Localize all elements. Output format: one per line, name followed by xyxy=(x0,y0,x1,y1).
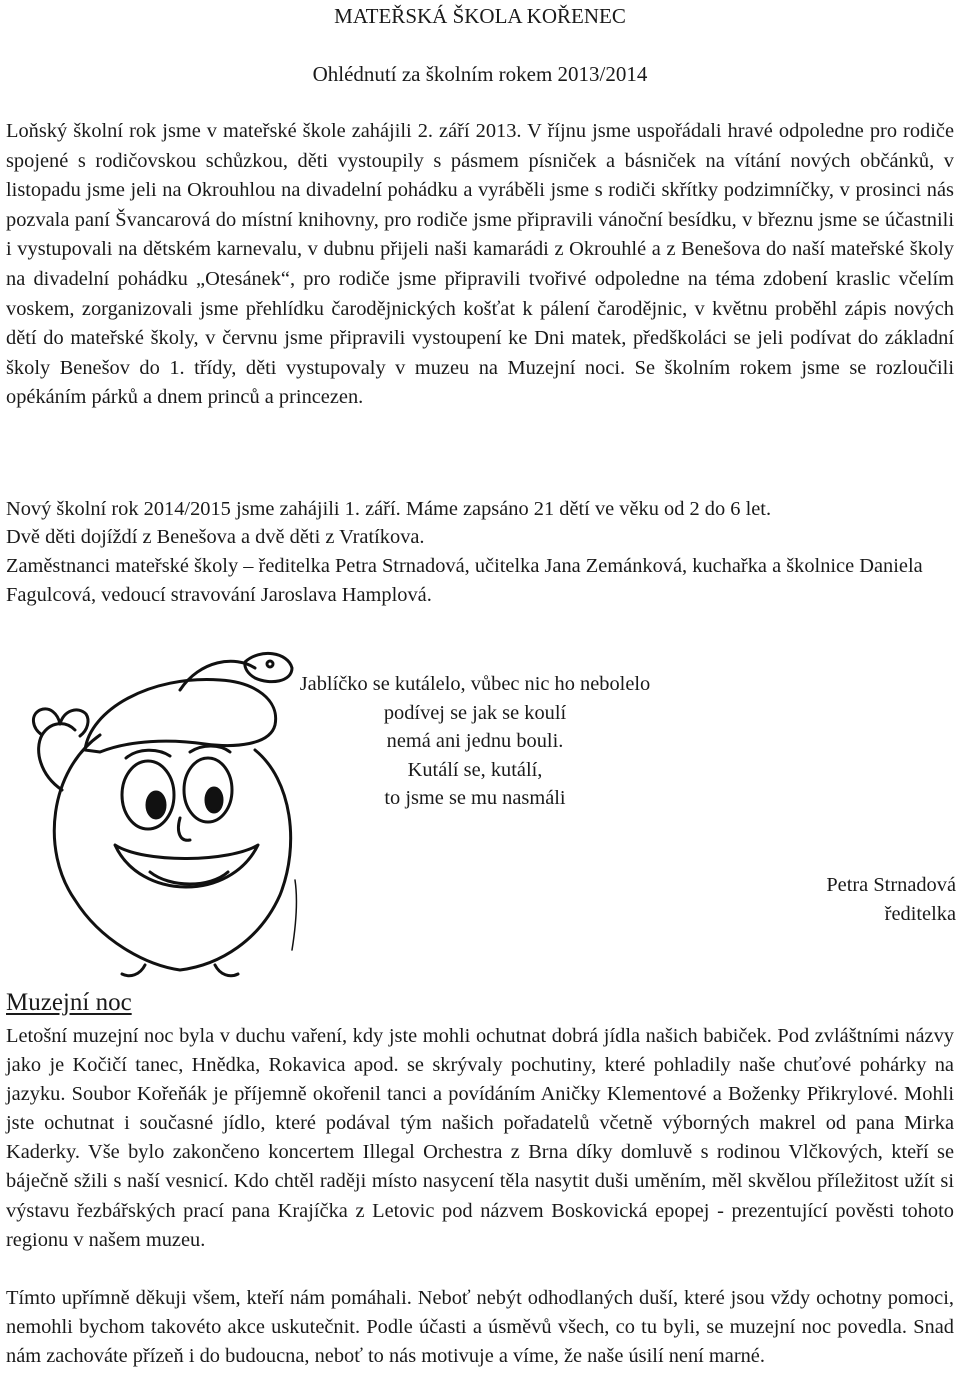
document-title: MATEŘSKÁ ŠKOLA KOŘENEC xyxy=(334,4,626,28)
poem-line: Jablíčko se kutálelo, vůbec nic ho nebolelo xyxy=(299,673,651,695)
museum-heading: Muzejní noc xyxy=(6,989,132,1016)
signature-role: ředitelka xyxy=(884,903,956,925)
signature-name: Petra Strnadová xyxy=(826,874,956,896)
museum-paragraph: Letošní muzejní noc byla v duchu vaření, kdy jste mohli ochutnat dobrá jídla našich babiček. Pod zvláštními názvy jako je Kočičí tanec, Hnědka, Rokavica apod. se skrývaly pochutiny, které pohladily naše chuťové pohárky na jazyku. Soubor Kořeňák je příjemně okořenil tanci a povídáním Aničky Klementové a Boženky Přikrylové. Mohli jste ochutnat i současné jídlo, které podával tým našich pořadatelů včetně výborných makrel od pana Mirka Kaderky. Vše bylo zakončeno koncertem Illegal Orchestra z Brna díky domluvě s rodinou Vlčkových, kteří se báječně sžili s naší vesnicí. Kdo chtěl raději místo nasycení těla nasytit duši uměním, měl skvělou příležitost užít si výstavu řezbářských prací pana Krajíčka z Letovic pod názvem Boskovická epopej - prezentující pověsti tohoto regionu v našem muzeu. xyxy=(6,1025,954,1251)
signature-block xyxy=(700,871,956,929)
poem xyxy=(240,670,710,813)
poem-line: podívej se jak se koulí xyxy=(383,701,567,724)
staff-paragraph: Zaměstnanci mateřské školy – ředitelka Petra Strnadová, učitelka Jana Zemánková, kuchařka a školnice Daniela Fagulcová, vedoucí stravování Jaroslava Hamplová. xyxy=(6,555,923,606)
new-year-line: Nový školní rok 2014/2015 jsme zahájili 1. září. Máme zapsáno 21 dětí ve věku od 2 do 6 let. xyxy=(6,498,772,520)
poem-line: nemá ani jednu bouli. xyxy=(386,730,564,752)
thanks-paragraph: Tímto upřímně děkuji všem, kteří nám pomáhali. Neboť nebýt odhodlaných duší, které jsou vždy ochotny pomoci, nemohli bychom takovéto akce uskutečnit. Podle účasti a úsměvů všech, co tu byli, se muzejní noc povedla. Snad nám zachováte přízeň i do budoucna, neboť to nás motivuje a víme, že naše úsilí není marné. xyxy=(6,1287,954,1368)
commute-line: Dvě děti dojíždí z Benešova a dvě děti z Vratíkova. xyxy=(6,526,425,548)
document-subtitle: Ohlédnutí za školním rokem 2013/2014 xyxy=(312,62,648,86)
poem-line: Kutálí se, kutálí, xyxy=(407,758,543,781)
poem-line: to jsme se mu nasmáli xyxy=(384,787,566,809)
intro-paragraph: Loňský školní rok jsme v mateřské škole zahájili 2. září 2013. V říjnu jsme uspořádali hravé odpoledne pro rodiče spojené s rodičovskou schůzkou, děti vystoupily s pásmem písniček a básniček na vítání nových občánků, v listopadu jsme jeli na Okrouhlou na divadelní pohádku a vyráběli jsme s rodiči skřítky podzimníčky, v prosinci nás pozvala paní Švancarová do místní knihovny, pro rodiče jsme připravili vánoční besídku, v březnu jsme se účastnili i vystupovali na dětském karnevalu, v dubnu přijeli naši kamarádi z Okrouhlé a z Benešova do naší mateřské školy na divadelní pohádku „Otesánek“, pro rodiče jsme připravili tvořivé odpoledne na téma zdobení kraslic včelím voskem, zorganizovali jsme přehlídku čarodějnických košťat k pálení čarodějnic, v květnu proběhl zápis nových dětí do mateřské školy, v červnu jsme připravili vystoupení ke Dni matek, předškoláci se jeli podívat do základní školy Benešov do 1. třídy, děti vystupovaly v muzeu na Muzejní noci. Se školním rokem jsme se rozloučili opékáním párků a dnem princů a princezen. xyxy=(6,120,954,409)
